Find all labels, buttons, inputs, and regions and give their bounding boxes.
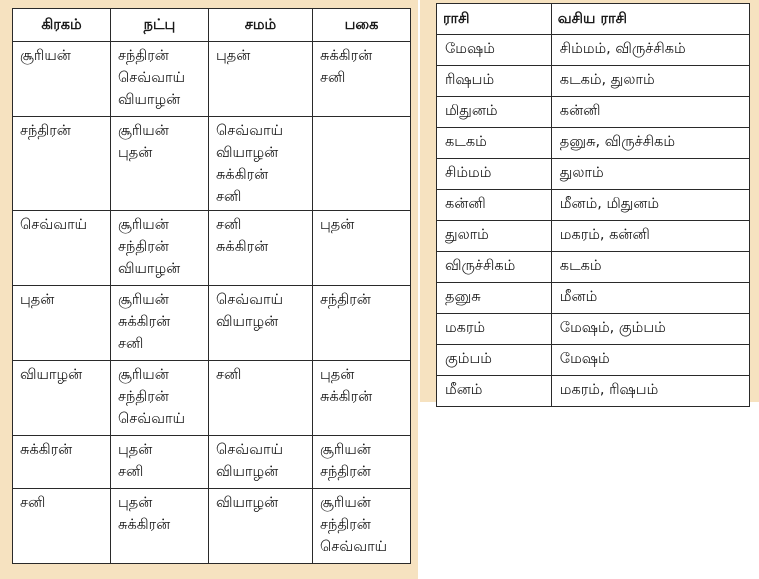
rasi-name: மிதுனம்	[437, 97, 552, 128]
friend-planet: புதன்	[117, 495, 153, 511]
friend-planet: சூரியன்	[117, 367, 169, 383]
planet-name-cell	[13, 489, 111, 564]
enemy-planet: சனி	[320, 70, 346, 86]
header-neutral: சமம்	[208, 9, 312, 42]
vasiya-rasi: மகரம், ரிஷபம்	[551, 376, 749, 407]
enemies-cell	[313, 286, 411, 361]
rasi-name: மீனம்	[437, 376, 552, 407]
planet-row	[13, 211, 411, 286]
planet-name: சூரியன்	[20, 48, 71, 64]
enemy-planet: சூரியன்	[320, 442, 371, 458]
header-planet: கிரகம்	[13, 9, 111, 42]
rasi-name: துலாம்	[437, 221, 552, 252]
friend-planet: செவ்வாய்	[117, 70, 186, 86]
enemy-planet: சுக்கிரன்	[320, 389, 373, 405]
neutral-planet: சனி	[215, 367, 242, 383]
friend-planet: சூரியன்	[117, 217, 169, 233]
rasi-row	[437, 221, 750, 252]
neutral-cell	[208, 361, 312, 436]
planet-name-cell	[13, 436, 111, 489]
neutral-planet: சுக்கிரன்	[215, 239, 269, 255]
rasi-name: ரிஷபம்	[437, 66, 552, 97]
neutral-cell	[208, 211, 312, 286]
vasiya-rasi: தனுசு, விருச்சிகம்	[551, 128, 749, 159]
friend-planet: சனி	[117, 464, 144, 480]
planet-row	[13, 361, 411, 436]
vasiya-rasi: கன்னி	[551, 97, 749, 128]
planet-name-cell	[13, 117, 111, 211]
friends-cell	[110, 117, 208, 211]
neutral-planet: சனி	[215, 189, 242, 205]
friend-planet: சந்திரன்	[117, 48, 169, 64]
vasiya-rasi: கடகம், துலாம்	[551, 66, 749, 97]
rasi-name: கடகம்	[437, 128, 552, 159]
rasi-row	[437, 283, 750, 314]
planet-name: சுக்கிரன்	[20, 442, 73, 458]
enemy-planet: செவ்வாய்	[320, 539, 388, 555]
planet-name-cell	[13, 42, 111, 117]
planet-name: சனி	[20, 495, 46, 511]
planet-row	[13, 489, 411, 564]
friends-cell	[110, 211, 208, 286]
planet-relationship-table	[12, 8, 411, 564]
planet-name: செவ்வாய்	[20, 217, 88, 233]
friends-cell	[110, 436, 208, 489]
neutral-cell	[208, 489, 312, 564]
rasi-row	[437, 376, 750, 407]
neutral-planet: வியாழன்	[215, 464, 279, 480]
friend-planet: செவ்வாய்	[117, 411, 186, 427]
vasiya-rasi: மீனம்	[551, 283, 749, 314]
planet-row	[13, 436, 411, 489]
vasiya-rasi: மீனம், மிதுனம்	[551, 190, 749, 221]
planet-row	[13, 42, 411, 117]
neutral-planet: வியாழன்	[215, 145, 279, 161]
planet-row	[13, 117, 411, 211]
rasi-row	[437, 190, 750, 221]
rasi-row	[437, 159, 750, 190]
rasi-row	[437, 97, 750, 128]
rasi-name: மகரம்	[437, 314, 552, 345]
friend-planet: சூரியன்	[117, 292, 169, 308]
header-vasiya-rasi: வசிய ராசி	[551, 4, 749, 35]
enemy-planet: சூரியன்	[320, 495, 371, 511]
enemies-cell	[313, 361, 411, 436]
neutral-planet: செவ்வாய்	[215, 292, 284, 308]
enemy-planet: புதன்	[320, 367, 355, 383]
vasiya-rasi: கடகம்	[551, 252, 749, 283]
neutral-planet: வியாழன்	[215, 314, 279, 330]
planet-name-cell	[13, 211, 111, 286]
friend-planet: வியாழன்	[117, 261, 181, 277]
rasi-row	[437, 252, 750, 283]
vasiya-rasi: துலாம்	[551, 159, 749, 190]
vasiya-rasi: சிம்மம், விருச்சிகம்	[551, 35, 749, 66]
header-enemies: பகை	[313, 9, 411, 42]
enemies-cell	[313, 489, 411, 564]
header-friends: நட்பு	[110, 9, 208, 42]
planet-name-cell	[13, 361, 111, 436]
vasiya-rasi: மகரம், கன்னி	[551, 221, 749, 252]
rasi-name: விருச்சிகம்	[437, 252, 552, 283]
rasi-vasiya-table	[436, 3, 750, 407]
neutral-cell	[208, 42, 312, 117]
enemy-planet: சந்திரன்	[320, 517, 371, 533]
friends-cell	[110, 286, 208, 361]
rasi-table-header-row	[437, 4, 750, 35]
planet-table-header-row	[13, 9, 411, 42]
neutral-planet: செவ்வாய்	[215, 442, 284, 458]
enemy-planet: சந்திரன்	[320, 464, 371, 480]
neutral-cell	[208, 117, 312, 211]
planet-name: சந்திரன்	[20, 123, 71, 139]
enemies-cell	[313, 436, 411, 489]
rasi-row	[437, 128, 750, 159]
rasi-name: கும்பம்	[437, 345, 552, 376]
neutral-planet: சுக்கிரன்	[215, 167, 269, 183]
friend-planet: சனி	[117, 336, 144, 352]
neutral-planet: வியாழன்	[215, 495, 279, 511]
rasi-name: சிம்மம்	[437, 159, 552, 190]
rasi-name: மேஷம்	[437, 35, 552, 66]
planet-name: புதன்	[20, 292, 55, 308]
vasiya-rasi: மேஷம், கும்பம்	[551, 314, 749, 345]
enemies-cell	[313, 211, 411, 286]
neutral-cell	[208, 436, 312, 489]
friend-planet: சுக்கிரன்	[117, 314, 171, 330]
enemies-cell	[313, 42, 411, 117]
friends-cell	[110, 42, 208, 117]
rasi-row	[437, 66, 750, 97]
planet-row	[13, 286, 411, 361]
friend-planet: புதன்	[117, 442, 153, 458]
enemy-planet: சுக்கிரன்	[320, 48, 373, 64]
neutral-planet: சனி	[215, 217, 242, 233]
rasi-name: கன்னி	[437, 190, 552, 221]
rasi-row	[437, 35, 750, 66]
friend-planet: சுக்கிரன்	[117, 517, 171, 533]
vasiya-rasi: மேஷம்	[551, 345, 749, 376]
enemy-planet: சந்திரன்	[320, 292, 371, 308]
enemies-cell	[313, 117, 411, 211]
rasi-row	[437, 314, 750, 345]
neutral-planet: செவ்வாய்	[215, 123, 284, 139]
friend-planet: சந்திரன்	[117, 239, 169, 255]
rasi-row	[437, 345, 750, 376]
planet-name-cell	[13, 286, 111, 361]
neutral-cell	[208, 286, 312, 361]
friend-planet: சந்திரன்	[117, 389, 169, 405]
friends-cell	[110, 489, 208, 564]
friend-planet: புதன்	[117, 145, 153, 161]
planet-name: வியாழன்	[20, 367, 83, 383]
friend-planet: சூரியன்	[117, 123, 169, 139]
header-rasi: ராசி	[437, 4, 552, 35]
enemy-planet: புதன்	[320, 217, 355, 233]
friend-planet: வியாழன்	[117, 92, 181, 108]
neutral-planet: புதன்	[215, 48, 251, 64]
rasi-name: தனுசு	[437, 283, 552, 314]
friends-cell	[110, 361, 208, 436]
